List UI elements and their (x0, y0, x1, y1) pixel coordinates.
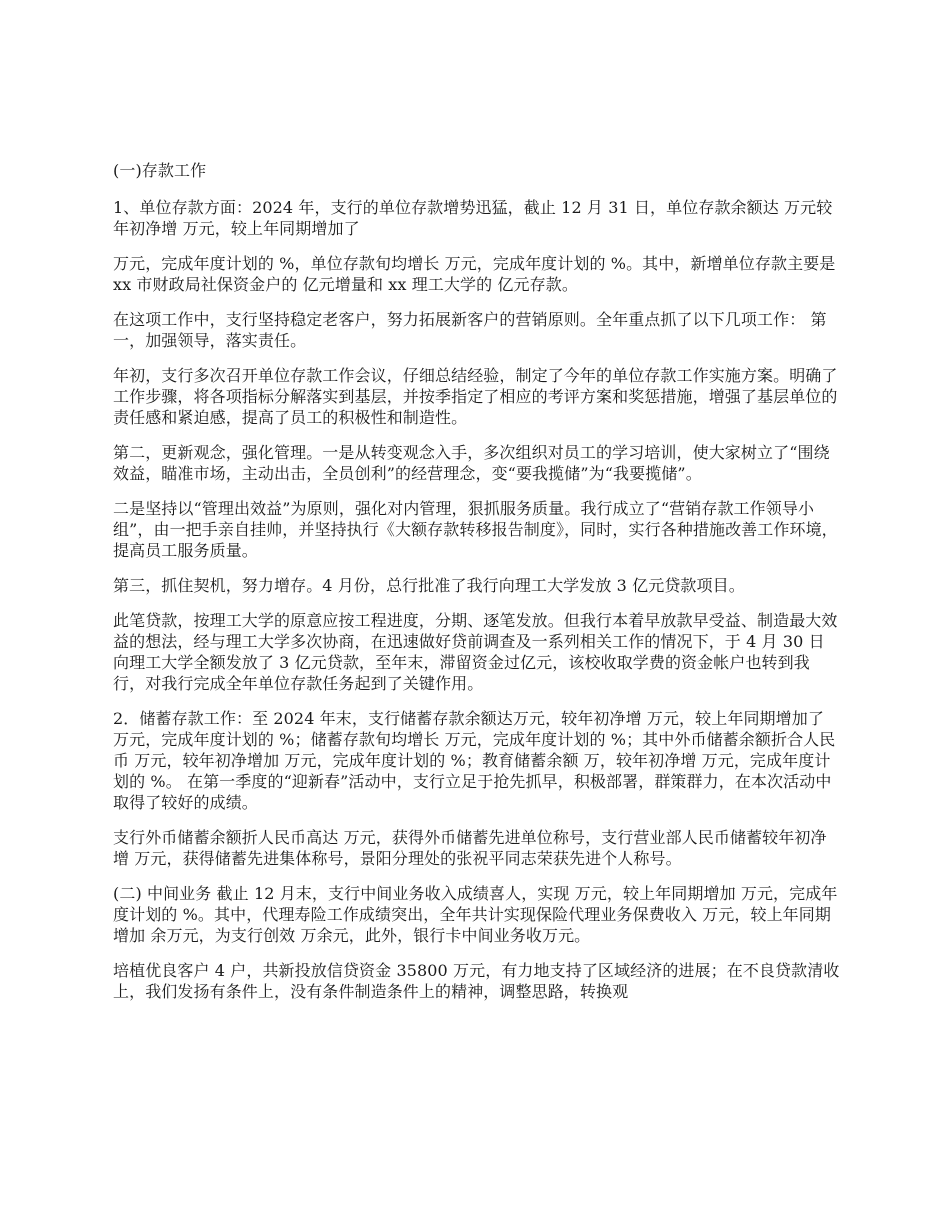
paragraph-savings-deposits: 2．储蓄存款工作：至 2024 年末，支行储蓄存款余额达万元，较年初净增 万元，较上年同期增加了 万元，完成年度计划的 %；储蓄存款旬均增长 万元，完成年度计划的 %；其中外币储蓄余额折合人民币 万元，较年初净增加 万元，完成年度计划的 %；教育储蓄余额 万，较年初净增 万元，完成年度计划的 %。 在第一季度的“迎新春”活动中，支行立足于抢先抓早，积极部署，群策群力，在本次活动中取得了较好的成绩。 (113, 709, 836, 812)
section-heading-deposits: (一)存款工作 (113, 161, 207, 180)
paragraph-foreign-currency: 支行外币储蓄余额折人民币高达 万元，获得外币储蓄先进单位称号，支行营业部人民币储蓄较年初净增 万元，获得储蓄先进集体称号，景阳分理处的张祝平同志荣获先进个人称号。 (113, 828, 827, 868)
paragraph-second-point: 第二，更新观念，强化管理。一是从转变观念入手，多次组织对员工的学习培训，使大家树立了“围绕效益，瞄准市场，主动出击，全员创利”的经营理念，变“要我揽储”为“我要揽储”。 (113, 443, 830, 483)
paragraph-third-point: 第三，抓住契机，努力增存。4 月份，总行批准了我行向理工大学发放 3 亿元贷款项目。 (113, 576, 745, 595)
paragraph-intermediate-business: (二) 中间业务 截止 12 月末，支行中间业务收入成绩喜人，实现 万元，较上年同期增加 万元，完成年度计划的 %。其中，代理寿险工作成绩突出，全年共计实现保险代理业务保费收入 万元，较上年同期增加 余万元，为支行创效 万余元，此外，银行卡中间业务收万元。 (113, 884, 838, 945)
paragraph-start-of-year: 年初，支行多次召开单位存款工作会议，仔细总结经验，制定了今年的单位存款工作实施方案。明确了工作步骤，将各项指标分解落实到基层，并按季指定了相应的考评方案和奖惩措施，增强了基层单位的责任感和紧迫感，提高了员工的积极性和制造性。 (113, 366, 838, 427)
paragraph-work-principles: 在这项工作中，支行坚持稳定老客户，努力拓展新客户的营销原则。全年重点抓了以下几项工作： 第一，加强领导，落实责任。 (113, 310, 827, 350)
paragraph-loan-details: 此笔贷款，按理工大学的原意应按工程进度，分期、逐笔发放。但我行本着早放款早受益、制造最大效益的想法，经与理工大学多次协商，在迅速做好贷前调查及一系列相关工作的情况下，于 4 月 30 日向理工大学全额发放了 3 亿元贷款，至年末，滞留资金过亿元，该校收取学费的资金帐户也转到我行，对我行完成全年单位存款任务起到了关键作用。 (113, 611, 838, 693)
document-body (113, 160, 840, 1016)
paragraph-quality-customers: 培植优良客户 4 户，共新投放信贷资金 35800 万元，有力地支持了区域经济的进展；在不良贷款清收上，我们发扬有条件上，没有条件制造条件上的精神，调整思路，转换观 (113, 961, 840, 1001)
paragraph-management: 二是坚持以“管理出效益”为原则，强化对内管理，狠抓服务质量。我行成立了“营销存款工作领导小组”，由一把手亲自挂帅，并坚持执行《大额存款转移报告制度》，同时，实行各种措施改善工作环境，提高员工服务质量。 (113, 499, 838, 560)
paragraph-unit-deposits: 1、单位存款方面：2024 年，支行的单位存款增势迅猛，截止 12 月 31 日，单位存款余额达 万元较年初净增 万元，较上年同期增加了 (113, 198, 833, 238)
paragraph-unit-deposits-detail: 万元，完成年度计划的 %，单位存款旬均增长 万元，完成年度计划的 %。其中，新增单位存款主要是 xx 市财政局社保资金户的 亿元增量和 xx 理工大学的 亿元存款。 (113, 254, 836, 294)
